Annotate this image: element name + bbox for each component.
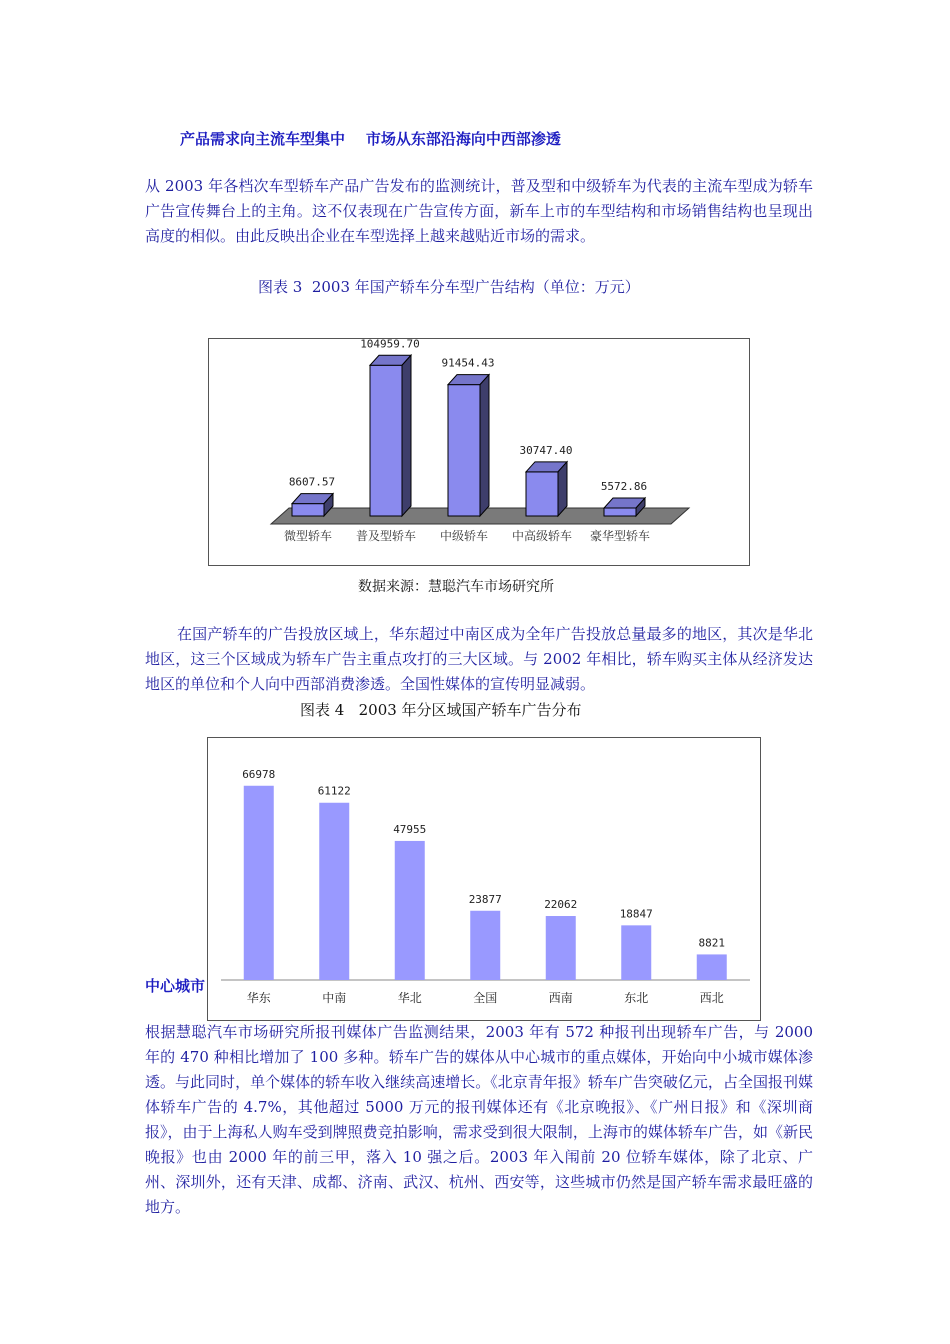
chart-3-bar-front bbox=[604, 508, 636, 516]
chart-4-value-label: 8821 bbox=[698, 936, 725, 950]
chart-4-value-label: 61122 bbox=[317, 784, 351, 798]
chart-3-bar bbox=[448, 375, 489, 516]
chart-3-bar-side bbox=[402, 355, 411, 516]
chart-4-bar bbox=[621, 925, 651, 980]
figure-4-caption: 图表 4 2003 年分区域国产轿车广告分布 bbox=[300, 701, 582, 719]
chart-3-bar-side bbox=[558, 462, 567, 516]
chart-3-bar bbox=[370, 355, 411, 516]
chart-3-bar bbox=[604, 498, 645, 516]
chart-4-bar bbox=[319, 803, 349, 980]
chart-4-bar bbox=[244, 786, 274, 980]
chart-3-bar bbox=[526, 462, 567, 516]
chart-4-value-label: 18847 bbox=[619, 907, 653, 921]
subsection-heading: 中心城市 bbox=[145, 977, 206, 995]
section-heading: 产品需求向主流车型集中 市场从东部沿海向中西部渗透 bbox=[180, 130, 561, 148]
chart-4-region-ads bbox=[207, 737, 761, 1021]
chart-3-value-label: 5572.86 bbox=[600, 479, 648, 493]
figure-3-caption: 图表 3 2003 年国产轿车分车型广告结构（单位：万元） bbox=[258, 278, 640, 296]
chart-3-category-label: 微型轿车 bbox=[283, 529, 333, 543]
chart-4-bar bbox=[546, 916, 576, 980]
chart-4-category-label: 全国 bbox=[473, 991, 498, 1005]
chart-4-bar bbox=[470, 911, 500, 980]
chart-3-bar-front bbox=[526, 472, 558, 516]
chart-4-category-label: 东北 bbox=[624, 991, 649, 1005]
chart-4-category-label: 西南 bbox=[548, 991, 573, 1005]
chart-3-value-label: 104959.70 bbox=[360, 339, 420, 351]
chart-4-value-label: 22062 bbox=[544, 898, 578, 912]
chart-3-category-label: 普及型轿车 bbox=[355, 529, 417, 543]
chart-4-category-label: 华东 bbox=[246, 991, 271, 1005]
chart-3-bar bbox=[292, 494, 333, 516]
data-source-note: 数据来源：慧聪汽车市场研究所 bbox=[358, 579, 554, 595]
chart-3-bar-front bbox=[370, 365, 402, 516]
chart-4-value-label: 47955 bbox=[393, 822, 427, 836]
chart-3-bar-front bbox=[292, 504, 324, 516]
chart-3-category-label: 中高级轿车 bbox=[511, 529, 573, 543]
chart-4-bar bbox=[697, 954, 727, 980]
chart-3-value-label: 91454.43 bbox=[441, 356, 495, 370]
chart-4-category-label: 西北 bbox=[699, 991, 724, 1005]
chart-3-category-label: 中级轿车 bbox=[439, 529, 489, 543]
paragraph-2: 在国产轿车的广告投放区域上，华东超过中南区成为全年广告投放总量最多的地区，其次是华北地区，这三个区域成为轿车广告主重点攻打的三大区域。与 2002 年相比，轿车购买主体从经济发达地区的单位和个人向中西部消费渗透。全国性媒体的宣传明显减弱。 bbox=[145, 625, 813, 693]
chart-4-svg bbox=[208, 738, 760, 1020]
chart-3-bar-front bbox=[448, 385, 480, 516]
chart-3-value-label: 30747.40 bbox=[519, 443, 573, 457]
chart-3-category-label: 豪华型轿车 bbox=[589, 529, 651, 543]
chart-3-svg bbox=[209, 339, 749, 565]
chart-4-category-label: 华北 bbox=[397, 991, 422, 1005]
chart-4-value-label: 66978 bbox=[242, 767, 276, 781]
chart-3-car-type-ads bbox=[208, 338, 750, 566]
chart-4-bar bbox=[395, 841, 425, 980]
chart-4-value-label: 23877 bbox=[468, 892, 502, 906]
chart-3-bar-side bbox=[480, 375, 489, 516]
paragraph-3: 根据慧聪汽车市场研究所报刊媒体广告监测结果，2003 年有 572 种报刊出现轿车广告，与 2000 年的 470 种相比增加了 100 多种。轿车广告的媒体从中心城市的重点媒体，开始向中小城市媒体渗透。与此同时，单个媒体的轿车收入继续高速增长。《北京青年报》轿车广告突破亿元，占全国报刊媒体轿车广告的 4.7%，其他超过 5000 万元的报刊媒体还有《北京晚报》、《广州日报》和《深圳商报》，由于上海私人购车受到牌照费竞拍影响，需求受到很大限制，上海市的媒体轿车广告，如《新民晚报》也由 2000 年的前三甲，落入 10 强之后。2003 年入闱前 20 位轿车媒体，除了北京、广州、深圳外，还有天津、成都、济南、武汉、杭州、西安等，这些城市仍然是国产轿车需求最旺盛的地方。 bbox=[145, 1023, 813, 1216]
chart-3-value-label: 8607.57 bbox=[288, 475, 336, 489]
chart-4-category-label: 中南 bbox=[322, 991, 347, 1005]
paragraph-1: 从 2003 年各档次车型轿车产品广告发布的监测统计，普及型和中级轿车为代表的主流车型成为轿车广告宣传舞台上的主角。这不仅表现在广告宣传方面，新车上市的车型结构和市场销售结构也呈现出高度的相似。由此反映出企业在车型选择上越来越贴近市场的需求。 bbox=[145, 177, 813, 245]
